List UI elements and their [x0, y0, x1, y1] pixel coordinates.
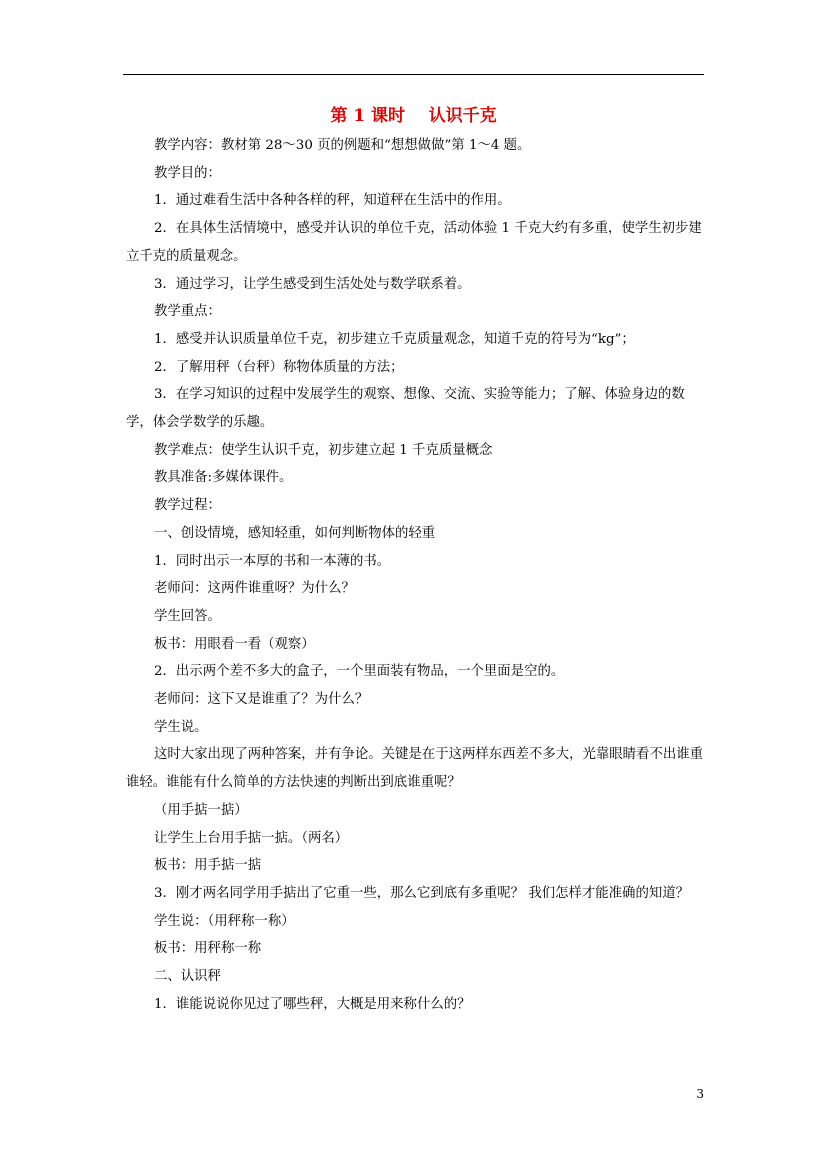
paragraph: 这时大家出现了两种答案，并有争论。关键是在于这两样东西差不多大，光靠眼睛看不出谁重谁轻。谁能有什么简单的方法快速的判断出到底谁重呢？	[126, 747, 704, 791]
paragraph: 2．了解用秤（台秤）称物体质量的方法；	[154, 359, 404, 375]
paragraph: 一、创设情境，感知轻重，如何判断物体的轻重	[154, 525, 436, 541]
paragraph: 教学内容：教材第 28～30 页的例题和“想想做做”第 1～4 题。	[154, 138, 531, 153]
paragraph: 1．通过难看生活中各种各样的秤，知道秤在生活中的作用。	[154, 193, 511, 209]
paragraph: 3．刚才两名同学用手掂出了它重一些，那么它到底有多重呢？ 我们怎样才能准确的知道？	[154, 885, 690, 901]
paragraph: 教学过程：	[154, 498, 221, 514]
paragraph: 教具准备:多媒体课件。	[154, 470, 293, 486]
paragraph: 学生说：（用秤称一称）	[154, 913, 295, 929]
paragraph: 1．同时出示一本厚的书和一本薄的书。	[154, 553, 391, 569]
paragraph: 2．出示两个差不多大的盒子，一个里面装有物品，一个里面是空的。	[154, 664, 565, 680]
paragraph: 老师问：这下又是谁重了？为什么？	[154, 692, 369, 708]
paragraph: 3．通过学习，让学生感受到生活处处与数学联系着。	[154, 276, 471, 292]
paragraph: 学生回答。	[154, 608, 221, 624]
paragraph: 让学生上台用手掂一掂。（两名）	[154, 830, 349, 846]
header-rule	[123, 74, 704, 75]
paragraph: 教学难点：使学生认识千克，初步建立起 1 千克质量概念	[154, 442, 493, 458]
paragraph: 板书：用秤称一称	[154, 941, 262, 957]
paragraph: 2．在具体生活情境中，感受并认识的单位千克，活动体验 1 千克大约有多重，使学生初步建立千克的质量观念。	[126, 221, 702, 264]
paragraph: 板书：用眼看一看（观察）	[154, 636, 315, 652]
paragraph: 老师问：这两件谁重呀？为什么？	[154, 581, 355, 597]
paragraph: 1．谁能说说你见过了哪些秤，大概是用来称什么的？	[154, 996, 471, 1012]
paragraph: 学生说。	[154, 719, 208, 735]
paragraph: 教学目的：	[154, 165, 221, 181]
paragraph: 二、认识秤	[154, 969, 221, 985]
page-number: 3	[696, 1087, 704, 1101]
paragraph: （用手掂一掂）	[154, 802, 248, 818]
lesson-title: 第 1 课时 认识千克	[330, 106, 497, 126]
paragraph: 教学重点：	[154, 304, 221, 320]
paragraph: 板书：用手掂一掂	[154, 858, 262, 874]
paragraph: 1．感受并认识质量单位千克，初步建立千克质量观念，知道千克的符号为“kg”；	[154, 331, 635, 347]
lesson-body	[126, 132, 704, 1019]
paragraph: 3．在学习知识的过程中发展学生的观察、想像、交流、实验等能力；了解、体验身边的数学，体会学数学的乐趣。	[126, 387, 685, 431]
